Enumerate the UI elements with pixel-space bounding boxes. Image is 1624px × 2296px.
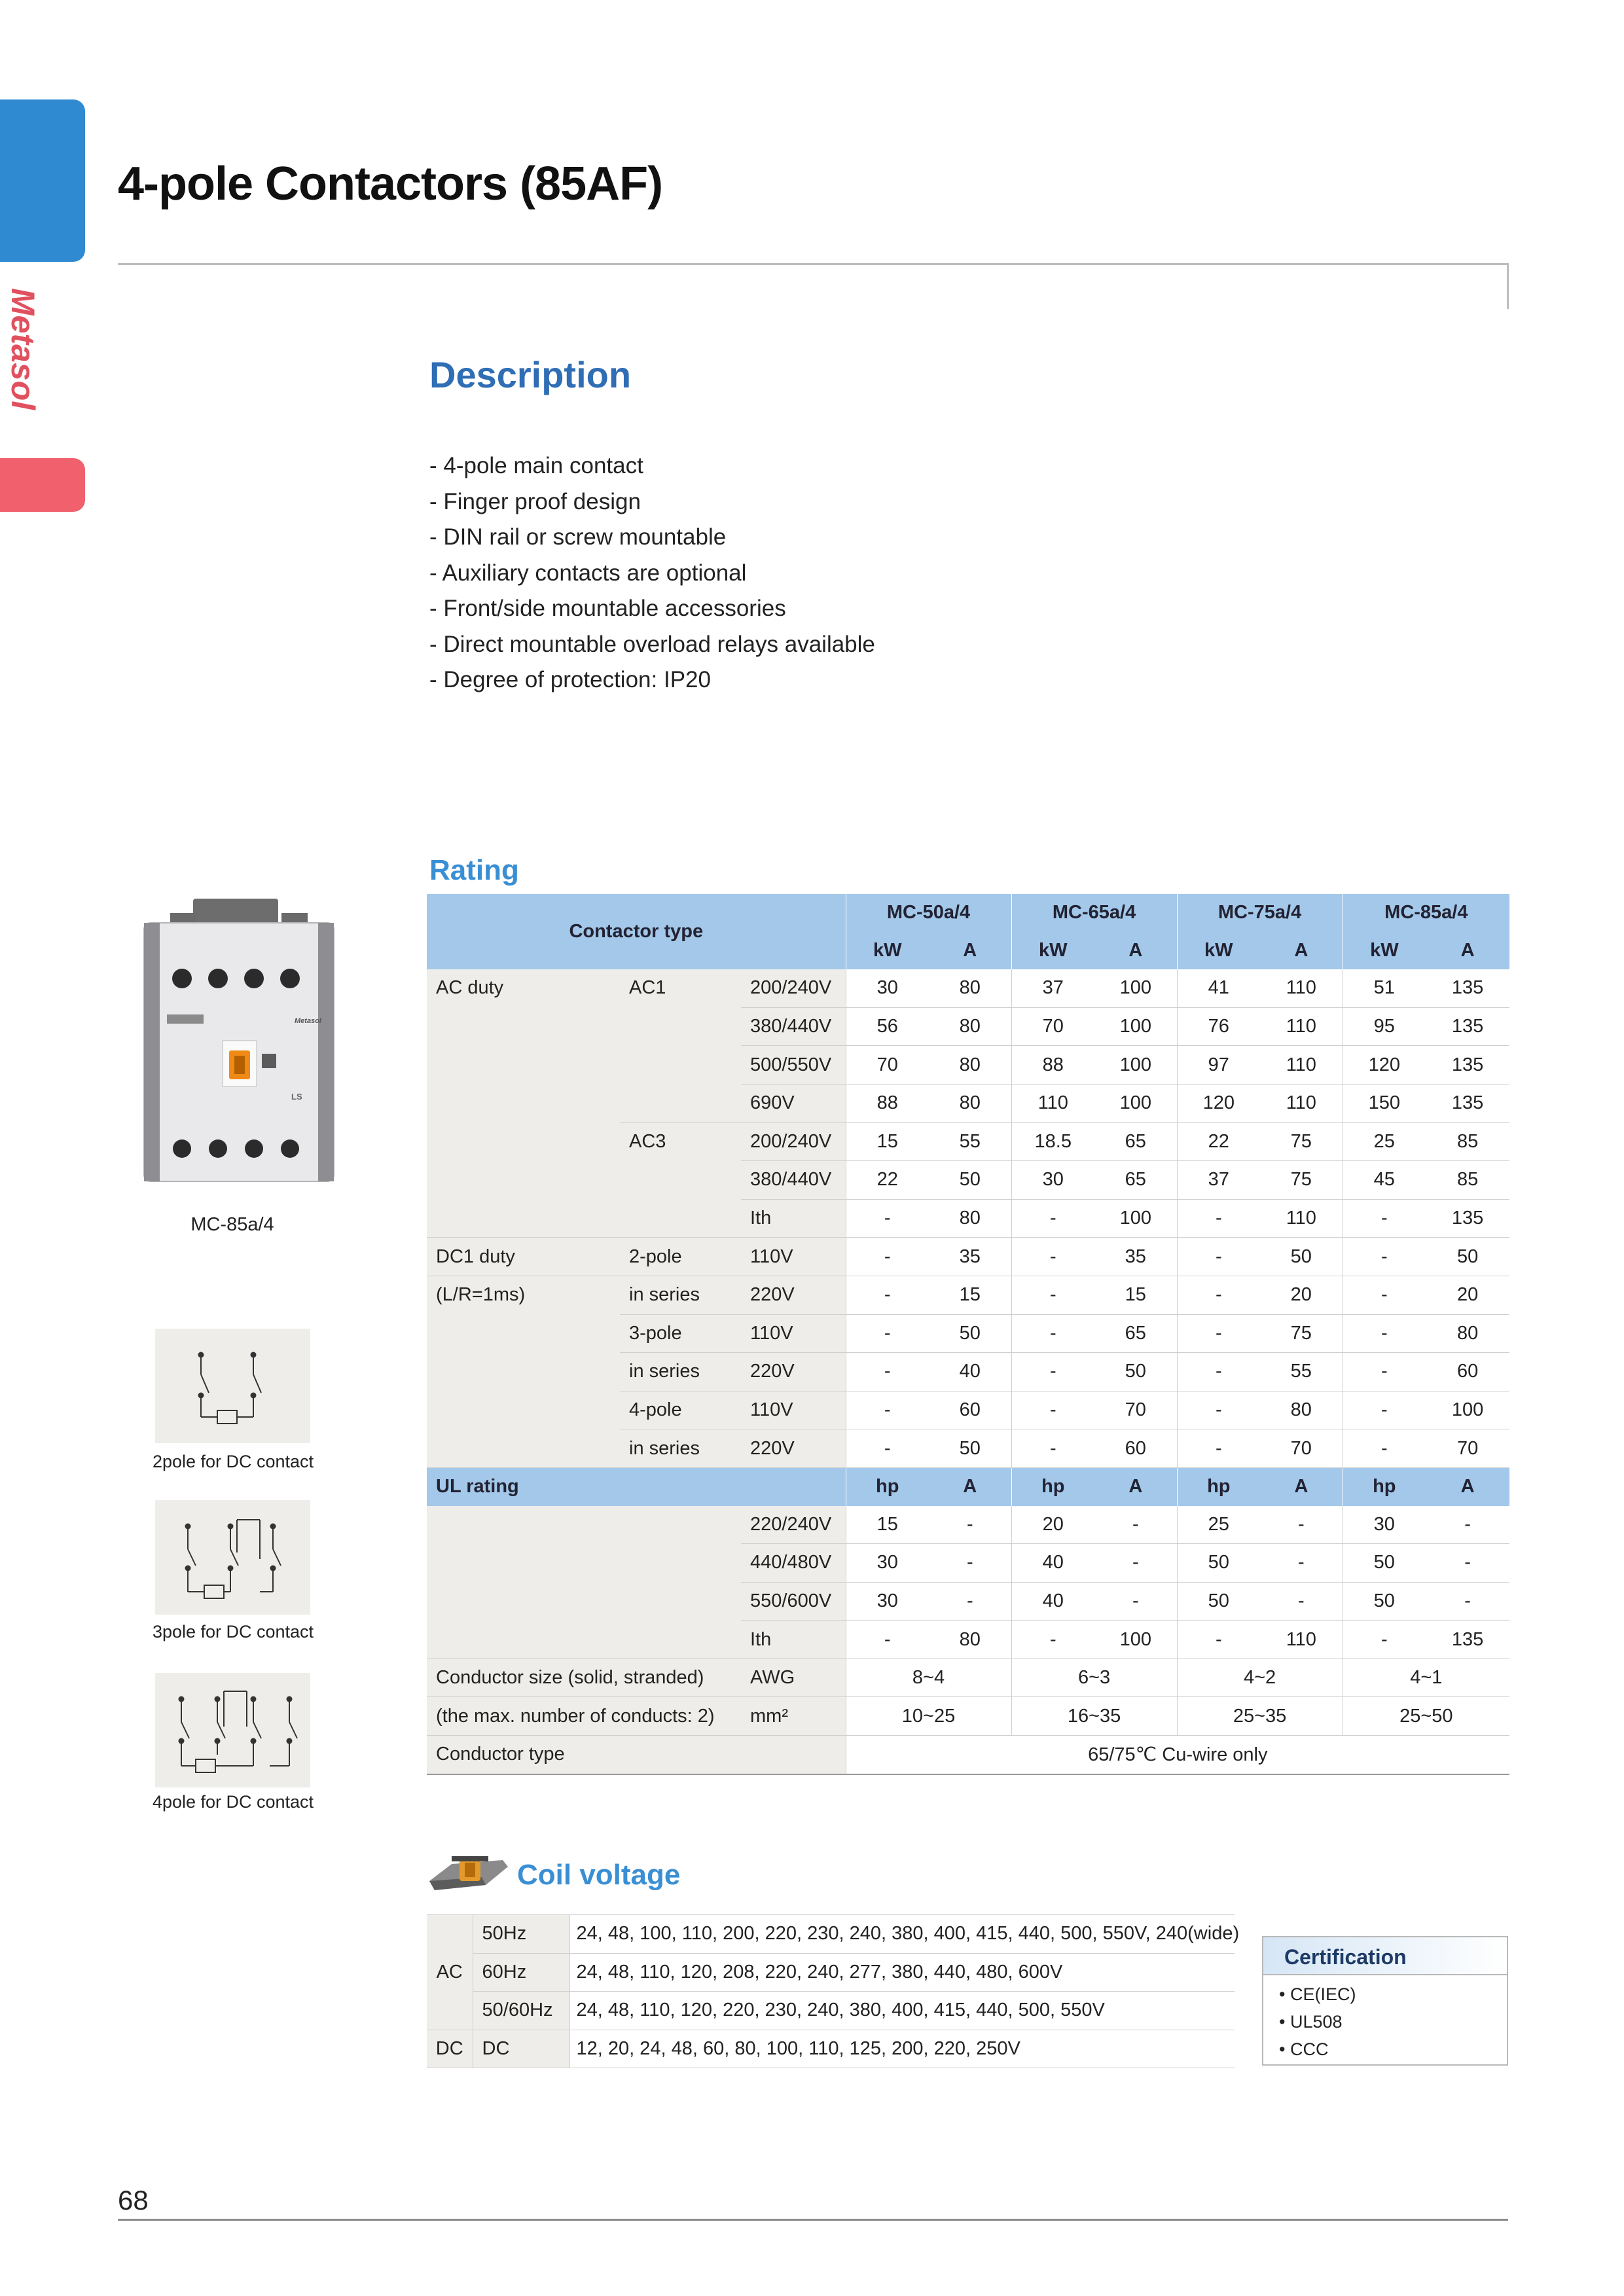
coil-freq-cell: 50Hz xyxy=(473,1915,569,1954)
value-cell: 41 xyxy=(1177,969,1260,1007)
value-cell: 15 xyxy=(929,1276,1011,1314)
value-cell: 135 xyxy=(1426,1007,1509,1046)
voltage-cell: 110V xyxy=(741,1314,846,1353)
value-cell: 88 xyxy=(1011,1046,1094,1085)
value-cell: 120 xyxy=(1177,1084,1260,1122)
value-cell: 88 xyxy=(846,1084,929,1122)
value-cell: 110 xyxy=(1260,1084,1343,1122)
value-cell: 135 xyxy=(1426,1621,1509,1659)
value-cell: - xyxy=(929,1582,1011,1621)
value-cell: 110 xyxy=(1011,1084,1094,1122)
value-cell: - xyxy=(1011,1276,1094,1314)
value-cell: 100 xyxy=(1094,1621,1177,1659)
diagram-4pole-caption: 4pole for DC contact xyxy=(152,1792,314,1812)
value-cell: 15 xyxy=(1094,1276,1177,1314)
footer-divider xyxy=(118,2219,1508,2221)
value-cell: 37 xyxy=(1011,969,1094,1007)
value-cell: - xyxy=(1011,1391,1094,1429)
value-cell: 70 xyxy=(1260,1429,1343,1468)
value-cell: - xyxy=(1343,1276,1426,1314)
value-cell: - xyxy=(846,1621,929,1659)
description-item: - Front/side mountable accessories xyxy=(429,596,786,621)
voltage-cell: 220/240V xyxy=(741,1506,846,1544)
value-cell: - xyxy=(846,1238,929,1276)
value-cell: 110 xyxy=(1260,1007,1343,1046)
value-cell: 30 xyxy=(1343,1506,1426,1544)
value-cell: 56 xyxy=(846,1007,929,1046)
value-cell: 20 xyxy=(1011,1506,1094,1544)
value-cell: 65 xyxy=(1094,1122,1177,1161)
value-cell: 30 xyxy=(846,1544,929,1583)
coil-freq-cell: 50/60Hz xyxy=(473,1992,569,2030)
value-cell: 65 xyxy=(1094,1161,1177,1200)
pole-label: 4-pole xyxy=(620,1391,741,1429)
coil-dc-text: DC xyxy=(435,2037,463,2059)
unit-header: A xyxy=(1260,1467,1343,1505)
ac1-label: AC1 xyxy=(620,969,741,1122)
unit-header: hp xyxy=(1011,1467,1094,1505)
awg-value: 4~2 xyxy=(1177,1659,1343,1697)
value-cell: - xyxy=(1343,1238,1426,1276)
value-cell: - xyxy=(1177,1391,1260,1429)
conductor-type-label: Conductor type xyxy=(427,1736,846,1774)
ul-rating-header: UL rating xyxy=(427,1467,846,1505)
value-cell: 76 xyxy=(1177,1007,1260,1046)
conductor-size-label: Conductor size (solid, stranded) xyxy=(427,1659,741,1697)
voltage-cell: 380/440V xyxy=(741,1007,846,1046)
voltage-cell: 220V xyxy=(741,1429,846,1468)
svg-text:LS: LS xyxy=(291,1092,302,1102)
value-cell: 135 xyxy=(1426,1084,1509,1122)
value-cell: 80 xyxy=(1260,1391,1343,1429)
value-cell: 30 xyxy=(1011,1161,1094,1200)
certification-list xyxy=(1279,1981,1356,2063)
series-label: in series xyxy=(620,1429,741,1468)
value-cell: 40 xyxy=(929,1353,1011,1391)
description-item: - DIN rail or screw mountable xyxy=(429,524,727,550)
coil-volts-cell: 12, 20, 24, 48, 60, 80, 100, 110, 125, 200, 220, 250V xyxy=(569,2030,1235,2068)
conductor-type-value: 65/75℃ Cu-wire only xyxy=(846,1736,1509,1774)
value-cell: - xyxy=(1343,1353,1426,1391)
voltage-cell: 200/240V xyxy=(741,969,846,1007)
value-cell: - xyxy=(1094,1582,1177,1621)
lr-label: (L/R=1ms) xyxy=(427,1276,620,1467)
value-cell: - xyxy=(1177,1199,1260,1238)
value-cell: 100 xyxy=(1094,1084,1177,1122)
coil-dc-label xyxy=(427,2030,473,2068)
diagram-3pole-icon xyxy=(155,1500,310,1615)
value-cell: - xyxy=(1343,1314,1426,1353)
ac-duty-label: AC duty xyxy=(427,969,620,1238)
value-cell: 80 xyxy=(929,1084,1011,1122)
mm2-value: 10~25 xyxy=(846,1697,1011,1736)
description-heading: Description xyxy=(429,354,632,395)
value-cell: 50 xyxy=(929,1161,1011,1200)
value-cell: - xyxy=(1177,1429,1260,1468)
value-cell: 110 xyxy=(1260,1199,1343,1238)
value-cell: - xyxy=(1343,1199,1426,1238)
value-cell: 80 xyxy=(1426,1314,1509,1353)
value-cell: 85 xyxy=(1426,1161,1509,1200)
value-cell: 25 xyxy=(1177,1506,1260,1544)
description-item: - Degree of protection: IP20 xyxy=(429,667,711,692)
unit-header: hp xyxy=(846,1467,929,1505)
coil-freq-cell: 60Hz xyxy=(473,1953,569,1992)
coil-volts-cell: 24, 48, 100, 110, 200, 220, 230, 240, 380, 400, 415, 440, 500, 550V, 240(wide) xyxy=(569,1915,1235,1954)
pole-label: 2-pole xyxy=(620,1238,741,1276)
value-cell: 100 xyxy=(1426,1391,1509,1429)
value-cell: - xyxy=(846,1276,929,1314)
unit-header: A xyxy=(1094,932,1177,970)
value-cell: 20 xyxy=(1260,1276,1343,1314)
diagram-2pole-icon xyxy=(155,1329,310,1443)
value-cell: - xyxy=(1177,1621,1260,1659)
description-item: - Finger proof design xyxy=(429,488,641,514)
description-list xyxy=(429,448,875,698)
value-cell: 110 xyxy=(1260,1621,1343,1659)
ul-blank-label xyxy=(427,1506,741,1659)
value-cell: 150 xyxy=(1343,1084,1426,1122)
pole-label: 3-pole xyxy=(620,1314,741,1353)
svg-text:Metasol: Metasol xyxy=(295,1017,321,1025)
coil-voltage-table xyxy=(427,1914,1240,2068)
coil-product-icon xyxy=(425,1847,511,1899)
model-header: MC-50a/4 xyxy=(846,894,1011,932)
value-cell: 120 xyxy=(1343,1046,1426,1085)
page-title: 4-pole Contactors (85AF) xyxy=(118,158,663,210)
unit-header: A xyxy=(1426,1467,1509,1505)
value-cell: 70 xyxy=(1426,1429,1509,1468)
value-cell: 50 xyxy=(1094,1353,1177,1391)
value-cell: 100 xyxy=(1094,1199,1177,1238)
value-cell: 50 xyxy=(929,1314,1011,1353)
value-cell: 50 xyxy=(1343,1544,1426,1583)
value-cell: 15 xyxy=(846,1506,929,1544)
value-cell: - xyxy=(1011,1199,1094,1238)
value-cell: - xyxy=(1011,1429,1094,1468)
certification-item: • CE(IEC) xyxy=(1279,1984,1356,2004)
coil-freq-cell: DC xyxy=(473,2030,569,2068)
coil-ac-text: AC xyxy=(436,1961,463,1982)
voltage-cell: 220V xyxy=(741,1276,846,1314)
value-cell: 50 xyxy=(1177,1582,1260,1621)
voltage-cell: Ith xyxy=(741,1621,846,1659)
rating-table xyxy=(427,894,1509,1775)
value-cell: - xyxy=(1177,1314,1260,1353)
voltage-cell: 220V xyxy=(741,1353,846,1391)
value-cell: 80 xyxy=(929,969,1011,1007)
value-cell: - xyxy=(1011,1238,1094,1276)
value-cell: 100 xyxy=(1094,1046,1177,1085)
unit-header: A xyxy=(1094,1467,1177,1505)
value-cell: 60 xyxy=(1426,1353,1509,1391)
value-cell: 65 xyxy=(1094,1314,1177,1353)
value-cell: - xyxy=(1260,1544,1343,1583)
unit-header: A xyxy=(1260,932,1343,970)
contactor-type-header: Contactor type xyxy=(427,894,846,969)
unit-header: hp xyxy=(1177,1467,1260,1505)
value-cell: 18.5 xyxy=(1011,1122,1094,1161)
value-cell: 35 xyxy=(1094,1238,1177,1276)
coil-volts-cell: 24, 48, 110, 120, 220, 230, 240, 380, 400, 415, 440, 500, 550V xyxy=(569,1992,1235,2030)
value-cell: 80 xyxy=(929,1199,1011,1238)
header-divider xyxy=(118,263,1508,265)
description-item: - 4-pole main contact xyxy=(429,453,643,478)
awg-value: 6~3 xyxy=(1011,1659,1177,1697)
model-header: MC-75a/4 xyxy=(1177,894,1343,932)
value-cell: 80 xyxy=(929,1621,1011,1659)
value-cell: 110 xyxy=(1260,969,1343,1007)
value-cell: 50 xyxy=(1177,1544,1260,1583)
unit-header: hp xyxy=(1343,1467,1426,1505)
mm2-value: 25~50 xyxy=(1343,1697,1509,1736)
ac3-label: AC3 xyxy=(620,1122,741,1238)
value-cell: - xyxy=(1011,1314,1094,1353)
certification-heading: Certification xyxy=(1284,1945,1407,1969)
value-cell: 97 xyxy=(1177,1046,1260,1085)
value-cell: 55 xyxy=(1260,1353,1343,1391)
value-cell: 30 xyxy=(846,969,929,1007)
value-cell: 50 xyxy=(1426,1238,1509,1276)
value-cell: 50 xyxy=(929,1429,1011,1468)
value-cell: - xyxy=(846,1199,929,1238)
value-cell: - xyxy=(929,1506,1011,1544)
unit-header: A xyxy=(1426,932,1509,970)
voltage-cell: Ith xyxy=(741,1199,846,1238)
voltage-cell: 110V xyxy=(741,1391,846,1429)
value-cell: - xyxy=(1177,1238,1260,1276)
unit-header: kW xyxy=(1343,932,1426,970)
value-cell: 75 xyxy=(1260,1314,1343,1353)
value-cell: - xyxy=(1426,1506,1509,1544)
series-label: in series xyxy=(620,1276,741,1314)
value-cell: - xyxy=(1260,1506,1343,1544)
value-cell: 40 xyxy=(1011,1582,1094,1621)
unit-header: kW xyxy=(1177,932,1260,970)
value-cell: 80 xyxy=(929,1046,1011,1085)
value-cell: - xyxy=(1260,1582,1343,1621)
certification-item: • CCC xyxy=(1279,2039,1329,2059)
voltage-cell: 440/480V xyxy=(741,1544,846,1583)
value-cell: 80 xyxy=(929,1007,1011,1046)
value-cell: 110 xyxy=(1260,1046,1343,1085)
description-item: - Auxiliary contacts are optional xyxy=(429,560,747,586)
value-cell: 70 xyxy=(1011,1007,1094,1046)
value-cell: 135 xyxy=(1426,1199,1509,1238)
value-cell: 75 xyxy=(1260,1161,1343,1200)
value-cell: 135 xyxy=(1426,969,1509,1007)
unit-header: A xyxy=(929,1467,1011,1505)
voltage-cell: 690V xyxy=(741,1084,846,1122)
value-cell: - xyxy=(1094,1506,1177,1544)
value-cell: - xyxy=(1177,1276,1260,1314)
value-cell: 55 xyxy=(929,1122,1011,1161)
value-cell: 95 xyxy=(1343,1007,1426,1046)
value-cell: 70 xyxy=(1094,1391,1177,1429)
diagram-2pole-caption: 2pole for DC contact xyxy=(152,1452,314,1471)
contactor-product-image xyxy=(131,893,373,1201)
voltage-cell: 200/240V xyxy=(741,1122,846,1161)
voltage-cell: 110V xyxy=(741,1238,846,1276)
value-cell: - xyxy=(846,1353,929,1391)
value-cell: 135 xyxy=(1426,1046,1509,1085)
product-caption: MC-85a/4 xyxy=(190,1214,274,1235)
rating-heading: Rating xyxy=(429,854,519,886)
mm2-value: 16~35 xyxy=(1011,1697,1177,1736)
value-cell: 70 xyxy=(846,1046,929,1085)
value-cell: - xyxy=(1011,1353,1094,1391)
value-cell: 100 xyxy=(1094,1007,1177,1046)
value-cell: 15 xyxy=(846,1122,929,1161)
voltage-cell: 550/600V xyxy=(741,1582,846,1621)
value-cell: 25 xyxy=(1343,1122,1426,1161)
value-cell: 22 xyxy=(846,1161,929,1200)
value-cell: 60 xyxy=(1094,1429,1177,1468)
mm2-label: mm² xyxy=(741,1697,846,1736)
value-cell: 75 xyxy=(1260,1122,1343,1161)
value-cell: - xyxy=(1177,1353,1260,1391)
value-cell: - xyxy=(1343,1621,1426,1659)
diagram-3pole-caption: 3pole for DC contact xyxy=(152,1622,314,1641)
section-tab-accent xyxy=(0,458,85,512)
certification-item: • UL508 xyxy=(1279,2012,1343,2032)
coil-voltage-heading: Coil voltage xyxy=(517,1859,681,1891)
diagram-4pole-icon xyxy=(155,1673,310,1787)
awg-value: 4~1 xyxy=(1343,1659,1509,1697)
value-cell: 45 xyxy=(1343,1161,1426,1200)
coil-volts-cell: 24, 48, 110, 120, 208, 220, 240, 277, 380, 440, 480, 600V xyxy=(569,1953,1235,1992)
unit-header: kW xyxy=(846,932,929,970)
value-cell: - xyxy=(1426,1582,1509,1621)
voltage-cell: 500/550V xyxy=(741,1046,846,1085)
value-cell: - xyxy=(1094,1544,1177,1583)
value-cell: - xyxy=(846,1429,929,1468)
value-cell: 51 xyxy=(1343,969,1426,1007)
model-header: MC-65a/4 xyxy=(1011,894,1177,932)
value-cell: - xyxy=(1343,1391,1426,1429)
value-cell: 37 xyxy=(1177,1161,1260,1200)
brand-vertical-label: Metasol xyxy=(5,288,41,410)
dc1-duty-label: DC1 duty xyxy=(427,1238,620,1276)
page-number: 68 xyxy=(118,2185,149,2215)
model-header: MC-85a/4 xyxy=(1343,894,1509,932)
value-cell: 35 xyxy=(929,1238,1011,1276)
value-cell: 40 xyxy=(1011,1544,1094,1583)
description-item: - Direct mountable overload relays available xyxy=(429,631,875,657)
value-cell: - xyxy=(1343,1429,1426,1468)
value-cell: - xyxy=(846,1314,929,1353)
header-divider-end xyxy=(1507,263,1509,309)
value-cell: - xyxy=(1011,1621,1094,1659)
value-cell: 85 xyxy=(1426,1122,1509,1161)
value-cell: 50 xyxy=(1343,1582,1426,1621)
coil-ac-label xyxy=(427,1915,473,2030)
value-cell: - xyxy=(846,1391,929,1429)
unit-header: kW xyxy=(1011,932,1094,970)
max-conducts-label: (the max. number of conducts: 2) xyxy=(427,1697,741,1736)
unit-header: A xyxy=(929,932,1011,970)
series-label: in series xyxy=(620,1353,741,1391)
section-tab xyxy=(0,99,85,262)
value-cell: 100 xyxy=(1094,969,1177,1007)
awg-label: AWG xyxy=(741,1659,846,1697)
value-cell: 22 xyxy=(1177,1122,1260,1161)
value-cell: 60 xyxy=(929,1391,1011,1429)
mm2-value: 25~35 xyxy=(1177,1697,1343,1736)
awg-value: 8~4 xyxy=(846,1659,1011,1697)
value-cell: 50 xyxy=(1260,1238,1343,1276)
value-cell: 30 xyxy=(846,1582,929,1621)
voltage-cell: 380/440V xyxy=(741,1161,846,1200)
value-cell: - xyxy=(1426,1544,1509,1583)
value-cell: - xyxy=(929,1544,1011,1583)
value-cell: 20 xyxy=(1426,1276,1509,1314)
